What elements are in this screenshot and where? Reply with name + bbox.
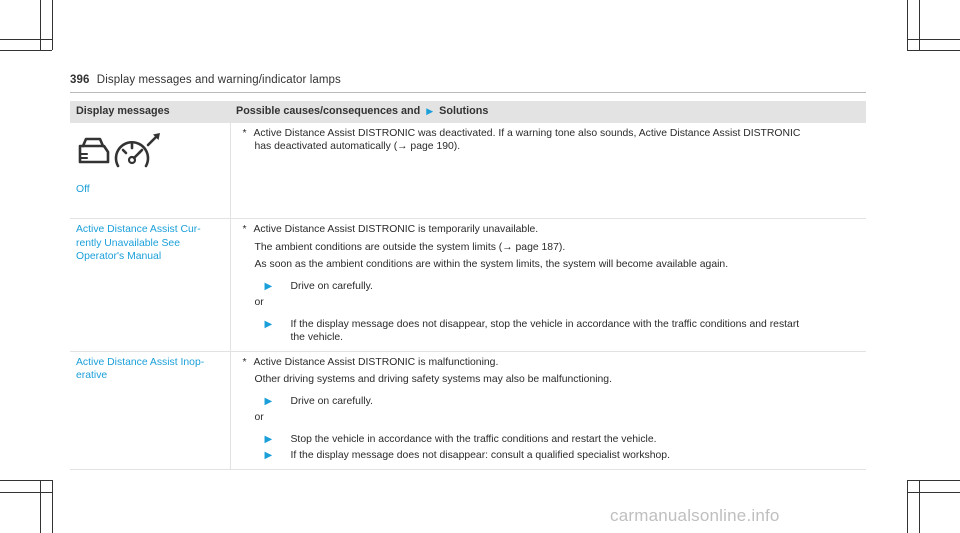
crop-mark [907,492,960,493]
solution-step: ▶ If the display message does not disappear: consult a qualified specialist workshop. [264,450,670,461]
table-row [70,123,866,219]
col-header-messages: Display messages [70,101,230,123]
col-header-causes: Possible causes/consequences and [236,105,421,117]
crop-mark [907,480,960,481]
or-text: or [254,297,264,308]
crop-mark [919,480,920,533]
crop-mark [40,480,41,533]
watermark: carmanualsonline.info [610,506,780,525]
message-cell [70,351,230,469]
message-inoperative: Active Distance Assist Inop- erative [76,356,205,381]
play-arrow-icon: ▶ [264,318,273,330]
solution-step: ▶ Drive on carefully. [264,280,373,292]
play-arrow-icon: ▶ [264,433,273,445]
table-row [70,351,866,469]
crop-mark [0,480,52,481]
solution-cell [230,351,866,469]
header-rule [70,92,866,93]
play-arrow-icon: ▶ [264,280,273,292]
cause-text: * Active Distance Assist DISTRONIC is malfunctioning. [242,356,499,368]
crop-mark [919,0,920,50]
table-header-row [70,101,866,123]
asterisk: * [242,224,247,235]
crop-mark [907,0,908,50]
messages-table [70,101,866,470]
message-cell [70,219,230,352]
play-arrow-icon: ▶ [264,395,273,407]
cause-text: * Active Distance Assist DISTRONIC is temporarily unavailable. [242,224,539,235]
message-currently-unavailable: Active Distance Assist Cur- rently Unavailable See Operator's Manual [76,224,201,262]
or-text: or [254,412,264,423]
cause-text: The ambient conditions are outside the system limits (→ page 187). [254,241,566,253]
crop-mark [52,0,53,50]
crop-mark [907,39,960,40]
cause-text: As soon as the ambient conditions are within the system limits, the system will become available again. [254,259,729,270]
page-header [70,74,341,86]
asterisk: * [242,356,247,368]
crop-mark [40,0,41,50]
crop-mark [0,39,52,40]
cause-text: has deactivated automatically (→ page 190). [254,141,461,152]
asterisk: * [242,127,247,139]
col-header-solutions-label: Solutions [439,105,489,117]
col-header-solutions [230,101,866,123]
message-off: Off [76,184,90,195]
message-cell [70,123,230,219]
solution-cell [230,219,866,352]
solution-step: ▶ Drive on carefully. [264,395,373,407]
crop-mark [907,480,908,533]
distance-assist-off-icon [76,130,166,176]
crop-mark [52,480,53,533]
solution-cell [230,123,866,219]
cause-text: * Active Distance Assist DISTRONIC was deactivated. If a warning tone also sounds, Active Distance Assist DISTRONIC [242,127,801,139]
play-arrow-icon: ▶ [426,106,434,116]
page-number: 396 [70,74,90,86]
page-title: Display messages and warning/indicator lamps [96,74,341,86]
crop-mark [0,50,52,51]
crop-mark [907,50,960,51]
play-arrow-icon: ▶ [264,450,273,461]
crop-mark [0,492,52,493]
cause-text: Other driving systems and driving safety systems may also be malfunctioning. [254,374,612,385]
solution-step: ▶ If the display message does not disappear, stop the vehicle in accordance with the traffic conditions and restart the vehicle. [264,318,800,343]
solution-step: ▶ Stop the vehicle in accordance with the traffic conditions and restart the vehicle. [264,433,657,445]
table-row [70,219,866,352]
